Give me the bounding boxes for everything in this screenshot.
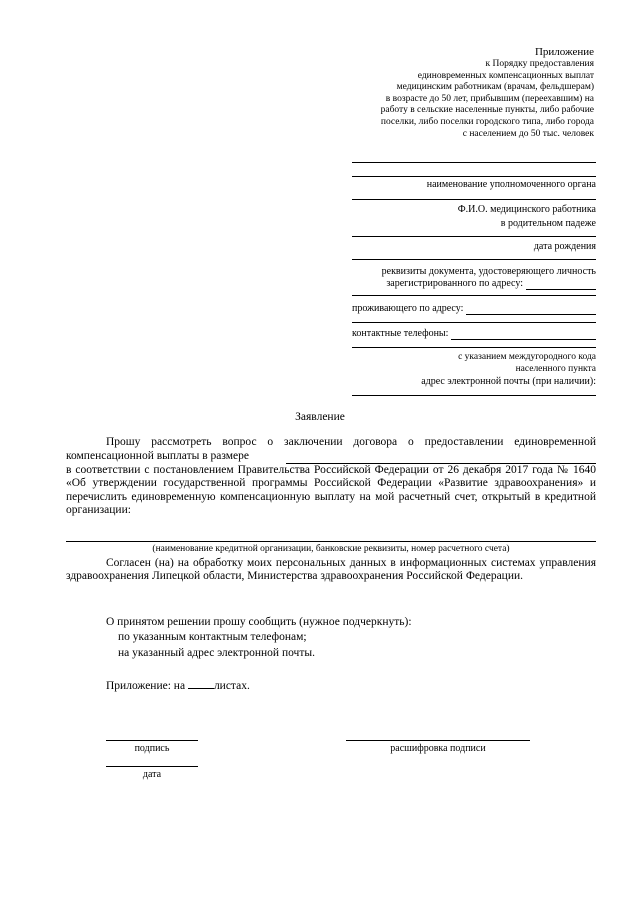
fio-caption-case: в родительном падеже	[500, 218, 596, 229]
signature-line[interactable]	[106, 740, 198, 741]
registered-address-field[interactable]	[352, 277, 596, 290]
phone-note: с указанием междугородного кода	[458, 352, 596, 362]
registered-address-blank[interactable]	[526, 279, 596, 290]
request-text-line-1: Прошу рассмотреть вопрос о заключении договора о предоставлении единовременной	[106, 436, 596, 448]
consent-text: Согласен (на) на обработку моих персональных данных в информационных системах управления здравоохранения Липецкой области, Министерства здравоохранения Российской Федерации.	[66, 557, 596, 583]
registered-address-line[interactable]	[352, 295, 596, 296]
appendix-line: к Порядку предоставления	[485, 59, 594, 69]
attachment-pages-field[interactable]	[188, 679, 214, 689]
notify-option-phone[interactable]: по указанным контактным телефонам;	[118, 631, 307, 643]
notify-option-email[interactable]: на указанный адрес электронной почты.	[118, 647, 315, 659]
appendix-title: Приложение	[534, 46, 594, 58]
request-text-body: в соответствии с постановлением Правительства Российской Федерации от 26 декабря 2017 года № 1640 «Об утверждении государственной программы Российской Федерации «Развитие здравоохранения» и перечислить единовременную компенсационную выплату на мой расчетный счет, открытый в кредитной организации:	[66, 464, 596, 517]
signature-decode-caption: расшифровка подписи	[390, 743, 486, 754]
residence-address-line[interactable]	[352, 322, 596, 323]
request-text-line-2: компенсационной выплаты в размере	[66, 450, 249, 462]
appendix-line: медицинским работникам (врачам, фельдшерам)	[396, 82, 594, 93]
signature-decode-line[interactable]	[346, 740, 530, 741]
residence-address-blank[interactable]	[466, 304, 596, 315]
appendix-line: с населением до 50 тыс. человек	[462, 128, 594, 139]
appendix-line: работу в сельские населенные пункты, либо рабочие	[380, 105, 594, 116]
email-line[interactable]	[352, 395, 596, 396]
phone-note-2: населенного пункта	[515, 364, 596, 374]
residence-address-label: проживающего по адресу:	[352, 303, 464, 314]
birth-date-caption: дата рождения	[533, 241, 596, 252]
appendix-line: поселки, либо поселки городского типа, либо города	[380, 116, 594, 127]
attachment-prefix: Приложение: на	[106, 680, 186, 692]
birth-date-line[interactable]	[352, 236, 596, 237]
residence-address-field[interactable]	[352, 302, 596, 315]
bank-details-line[interactable]	[66, 541, 596, 542]
signature-caption: подпись	[134, 743, 170, 754]
phones-field[interactable]	[352, 327, 596, 340]
fio-caption: Ф.И.О. медицинского работника	[457, 204, 596, 215]
authority-line-1[interactable]	[352, 162, 596, 163]
registered-address-label: зарегистрированного по адресу:	[386, 278, 523, 289]
appendix-header	[274, 46, 594, 140]
date-line[interactable]	[106, 766, 198, 767]
authority-line-2[interactable]	[352, 176, 596, 177]
phones-blank[interactable]	[451, 329, 596, 340]
phones-line[interactable]	[352, 347, 596, 348]
date-caption: дата	[142, 769, 162, 780]
notify-text: О принятом решении прошу сообщить (нужное подчеркнуть):	[106, 616, 412, 628]
appendix-line: единовременных компенсационных выплат	[417, 70, 594, 81]
attachment-line	[106, 679, 250, 693]
appendix-line: в возрасте до 50 лет, прибывшим (переехавшим) на	[385, 93, 594, 104]
fio-line[interactable]	[352, 199, 596, 200]
attachment-suffix: листах.	[213, 680, 250, 692]
bank-details-caption: (наименование кредитной организации, банковские реквизиты, номер расчетного счета)	[152, 544, 510, 554]
authority-caption: наименование уполномоченного органа	[426, 179, 596, 190]
id-document-caption: реквизиты документа, удостоверяющего личность	[381, 266, 596, 277]
page-title: Заявление	[295, 411, 345, 423]
phones-label: контактные телефоны:	[352, 328, 449, 339]
id-document-line[interactable]	[352, 259, 596, 260]
email-label: адрес электронной почты (при наличии):	[421, 376, 596, 387]
